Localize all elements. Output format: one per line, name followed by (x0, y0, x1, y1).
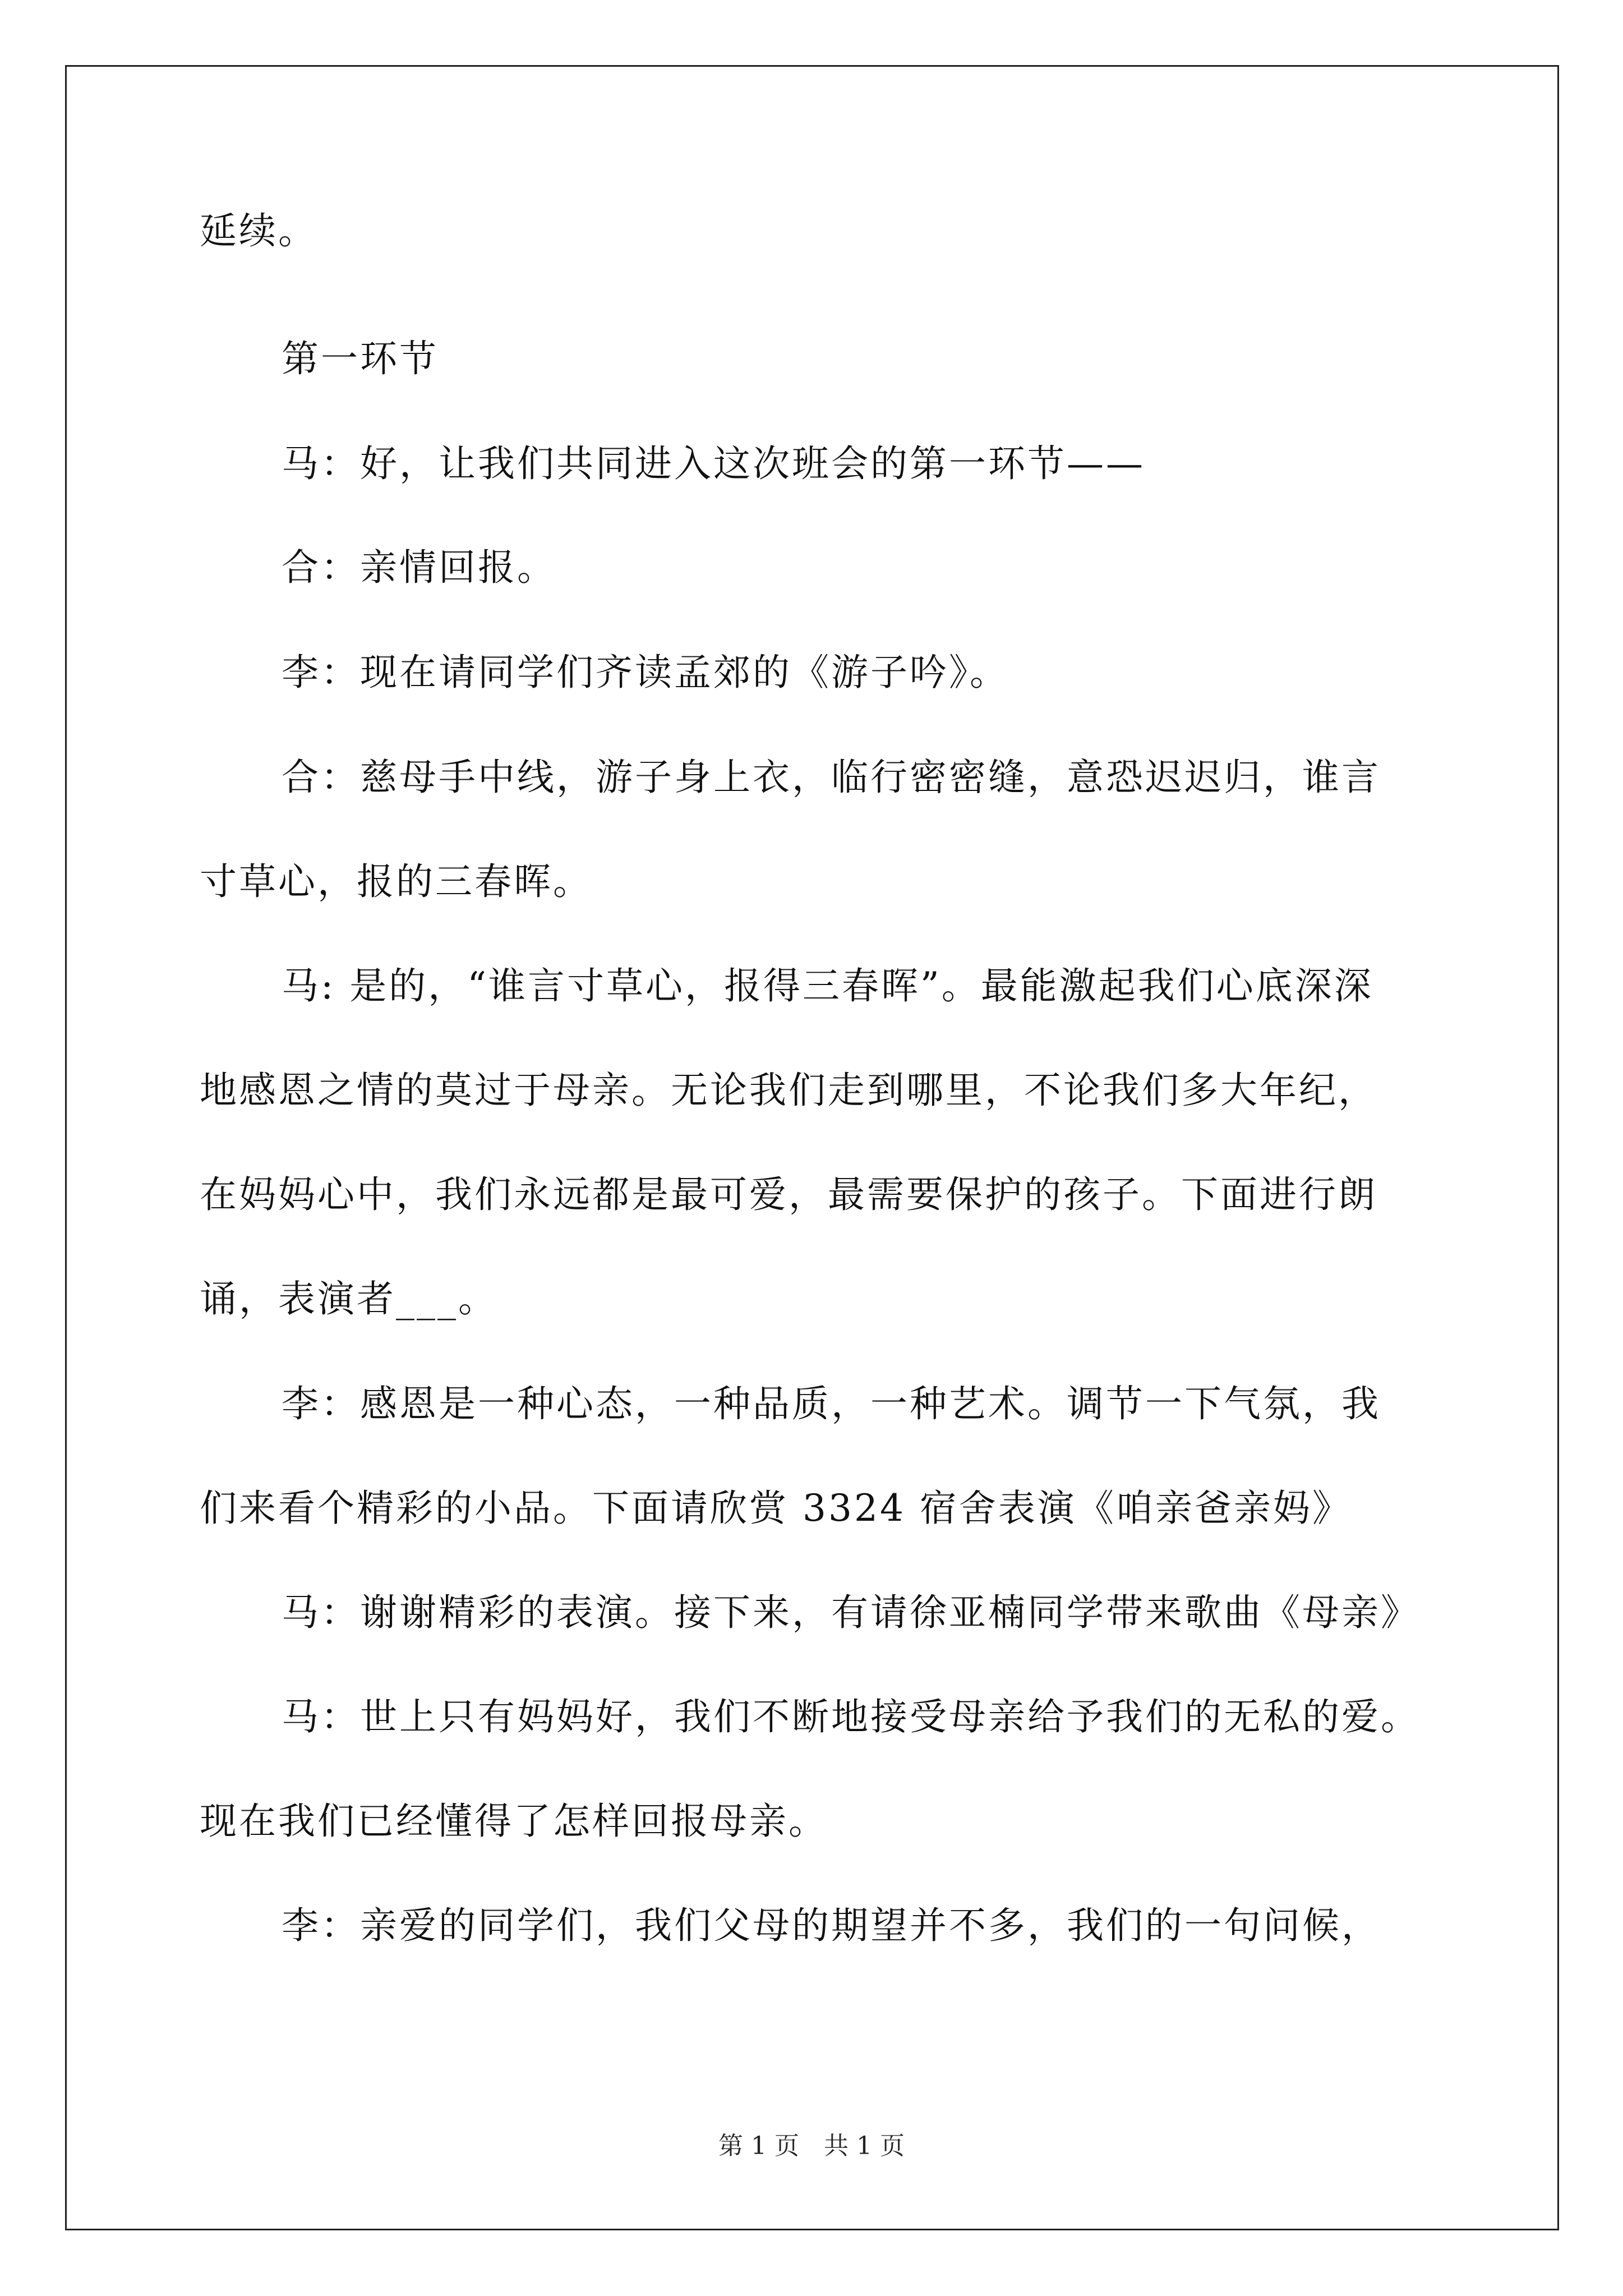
page-footer: 第 1 页 共 1 页 (718, 2132, 905, 2160)
text-line: 马：世上只有妈妈好，我们不断地接受母亲给予我们的无私的爱。 (282, 1695, 1420, 1738)
text-line: 马：谢谢精彩的表演。接下来，有请徐亚楠同学带来歌曲《母亲》 (282, 1591, 1420, 1634)
text-line: 寸草心，报的三春晖。 (200, 860, 592, 903)
text-line: 马: 是的，“谁言寸草心，报得三春晖”。最能激起我们心底深深 (282, 964, 1373, 1007)
text-line: 在妈妈心中，我们永远都是最可爱，最需要保护的孩子。下面进行朗 (200, 1173, 1377, 1216)
text-line: 现在我们已经懂得了怎样回报母亲。 (200, 1800, 828, 1843)
section-heading: 第一环节 (282, 337, 439, 380)
text-line: 合：慈母手中线，游子身上衣，临行密密缝，意恐迟迟归，谁言 (282, 756, 1381, 799)
text-line: 延续。 (200, 209, 317, 252)
text-line: 李：感恩是一种心态，一种品质，一种艺术。调节一下气氛，我 (282, 1382, 1381, 1425)
text-line: 地感恩之情的莫过于母亲。无论我们走到哪里，不论我们多大年纪， (200, 1069, 1377, 1112)
text-line: 们来看个精彩的小品。下面请欣赏 3324 宿舍表演《咱亲爸亲妈》 (200, 1487, 1352, 1530)
text-line: 合：亲情回报。 (282, 546, 556, 589)
text-line: 李：亲爱的同学们，我们父母的期望并不多，我们的一句问候， (282, 1904, 1381, 1947)
text-line: 诵，表演者___。 (200, 1277, 497, 1320)
text-line: 李：现在请同学们齐读孟郊的《游子吟》。 (282, 651, 1009, 694)
text-line: 马：好，让我们共同进入这次班会的第一环节—— (282, 442, 1145, 485)
